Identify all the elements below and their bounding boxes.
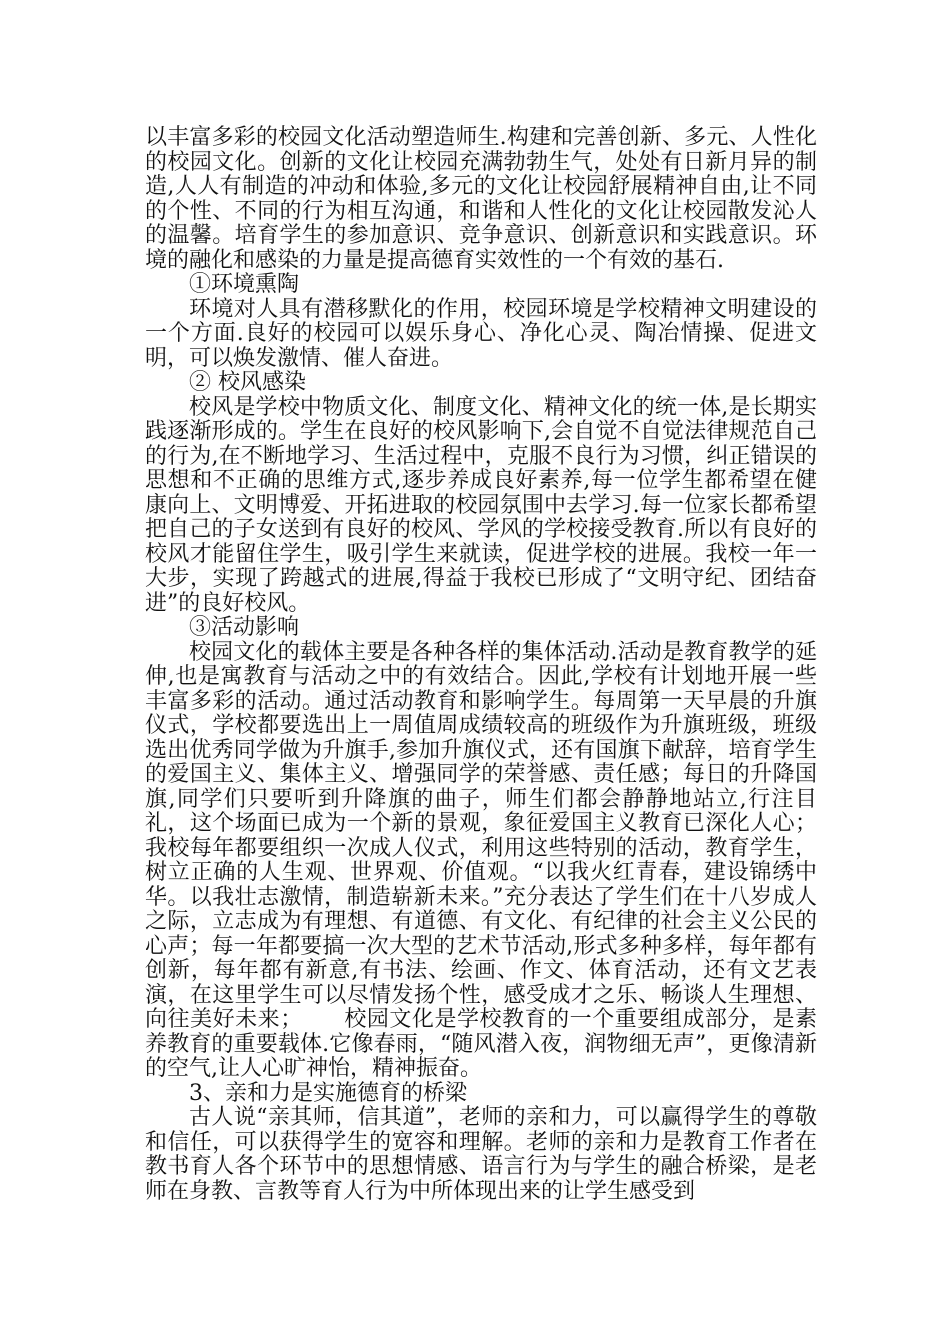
- heading-school-spirit: ② 校风感染: [189, 370, 306, 395]
- paragraph-environment: 环境对人具有潜移默化的作用，校园环境是学校精神文明建设的一个方面.良好的校园可以娱乐身心、净化心灵、陶冶情操、促进文明，可以焕发激情、催人奋进。: [145, 296, 817, 371]
- document-page: [145, 126, 817, 1204]
- paragraph-affinity: 古人说“亲其师，信其道”，老师的亲和力，可以赢得学生的尊敬和信任，可以获得学生的宽容和理解。老师的亲和力是教育工作者在教书育人各个环节中的思想情感、语言行为与学生的融合桥梁，是老师在身教、言教等育人行为中所体现出来的让学生感受到: [145, 1105, 817, 1204]
- heading-activities: ③活动影响: [189, 615, 300, 640]
- paragraph-campus-culture-intro: 以丰富多彩的校园文化活动塑造师生.构建和完善创新、多元、人性化的校园文化。创新的文化让校园充满勃勃生气，处处有日新月异的制造,人人有制造的冲动和体验,多元的文化让校园舒展精神自由,让不同的个性、不同的行为相互沟通，和谐和人性化的文化让校园散发沁人的温馨。培育学生的参加意识、竞争意识、创新意识和实践意识。环境的融化和感染的力量是提高德育实效性的一个有效的基石.: [145, 125, 817, 273]
- paragraph-school-spirit: 校风是学校中物质文化、制度文化、精神文化的统一体,是长期实践逐渐形成的。学生在良好的校风影响下,会自觉不自觉法律规范自己的行为,在不断地学习、生活过程中，克服不良行为习惯，纠正错误的思想和不正确的思维方式,逐步养成良好素养,每一位学生都希望在健康向上、文明博爱、开拓进取的校园氛围中去学习.每一位家长都希望把自己的子女送到有良好的校风、学风的学校接受教育.所以有良好的校风才能留住学生，吸引学生来就读，促进学校的进展。我校一年一大步，实现了跨越式的进展,得益于我校已形成了“文明守纪、团结奋进”的良好校风。: [145, 394, 817, 616]
- heading-environment: ①环境熏陶: [189, 272, 300, 297]
- paragraph-activities: 校园文化的载体主要是各种各样的集体活动.活动是教育教学的延伸,也是寓教育与活动之中的有效结合。因此,学校有计划地开展一些丰富多彩的活动。通过活动教育和影响学生。每周第一天早晨的升旗仪式，学校都要选出上一周值周成绩较高的班级作为升旗班级，班级选出优秀同学做为升旗手,参加升旗仪式，还有国旗下献辞，培育学生的爱国主义、集体主义、增强同学的荣誉感、责任感；每日的升降国旗,同学们只要听到升降旗的曲子，师生们都会静静地站立,行注目礼，这个场面已成为一个新的景观，象征爱国主义教育已深化人心；我校每年都要组织一次成人仪式，利用这些特别的活动，教育学生，树立正确的人生观、世界观、价值观。“以我火红青春，建设锦绣中华。以我壮志激情，制造崭新未来。”充分表达了学生们在十八岁成人之际，立志成为有理想、有道德、有文化、有纪律的社会主义公民的心声；每一年都要搞一次大型的艺术节活动,形式多种多样，每年都有创新，每年都有新意,有书法、绘画、作文、体育活动，还有文艺表演，在这里学生可以尽情发扬个性，感受成才之乐、畅谈人生理想、向往美好未来； 校园文化是学校教育的一个重要组成部分，是素养教育的重要载体.它像春雨，“随风潜入夜，润物细无声”，更像清新的空气,让人心旷神怡，精神振奋。: [145, 639, 817, 1081]
- heading-affinity: 3、亲和力是实施德育的桥梁: [189, 1080, 467, 1106]
